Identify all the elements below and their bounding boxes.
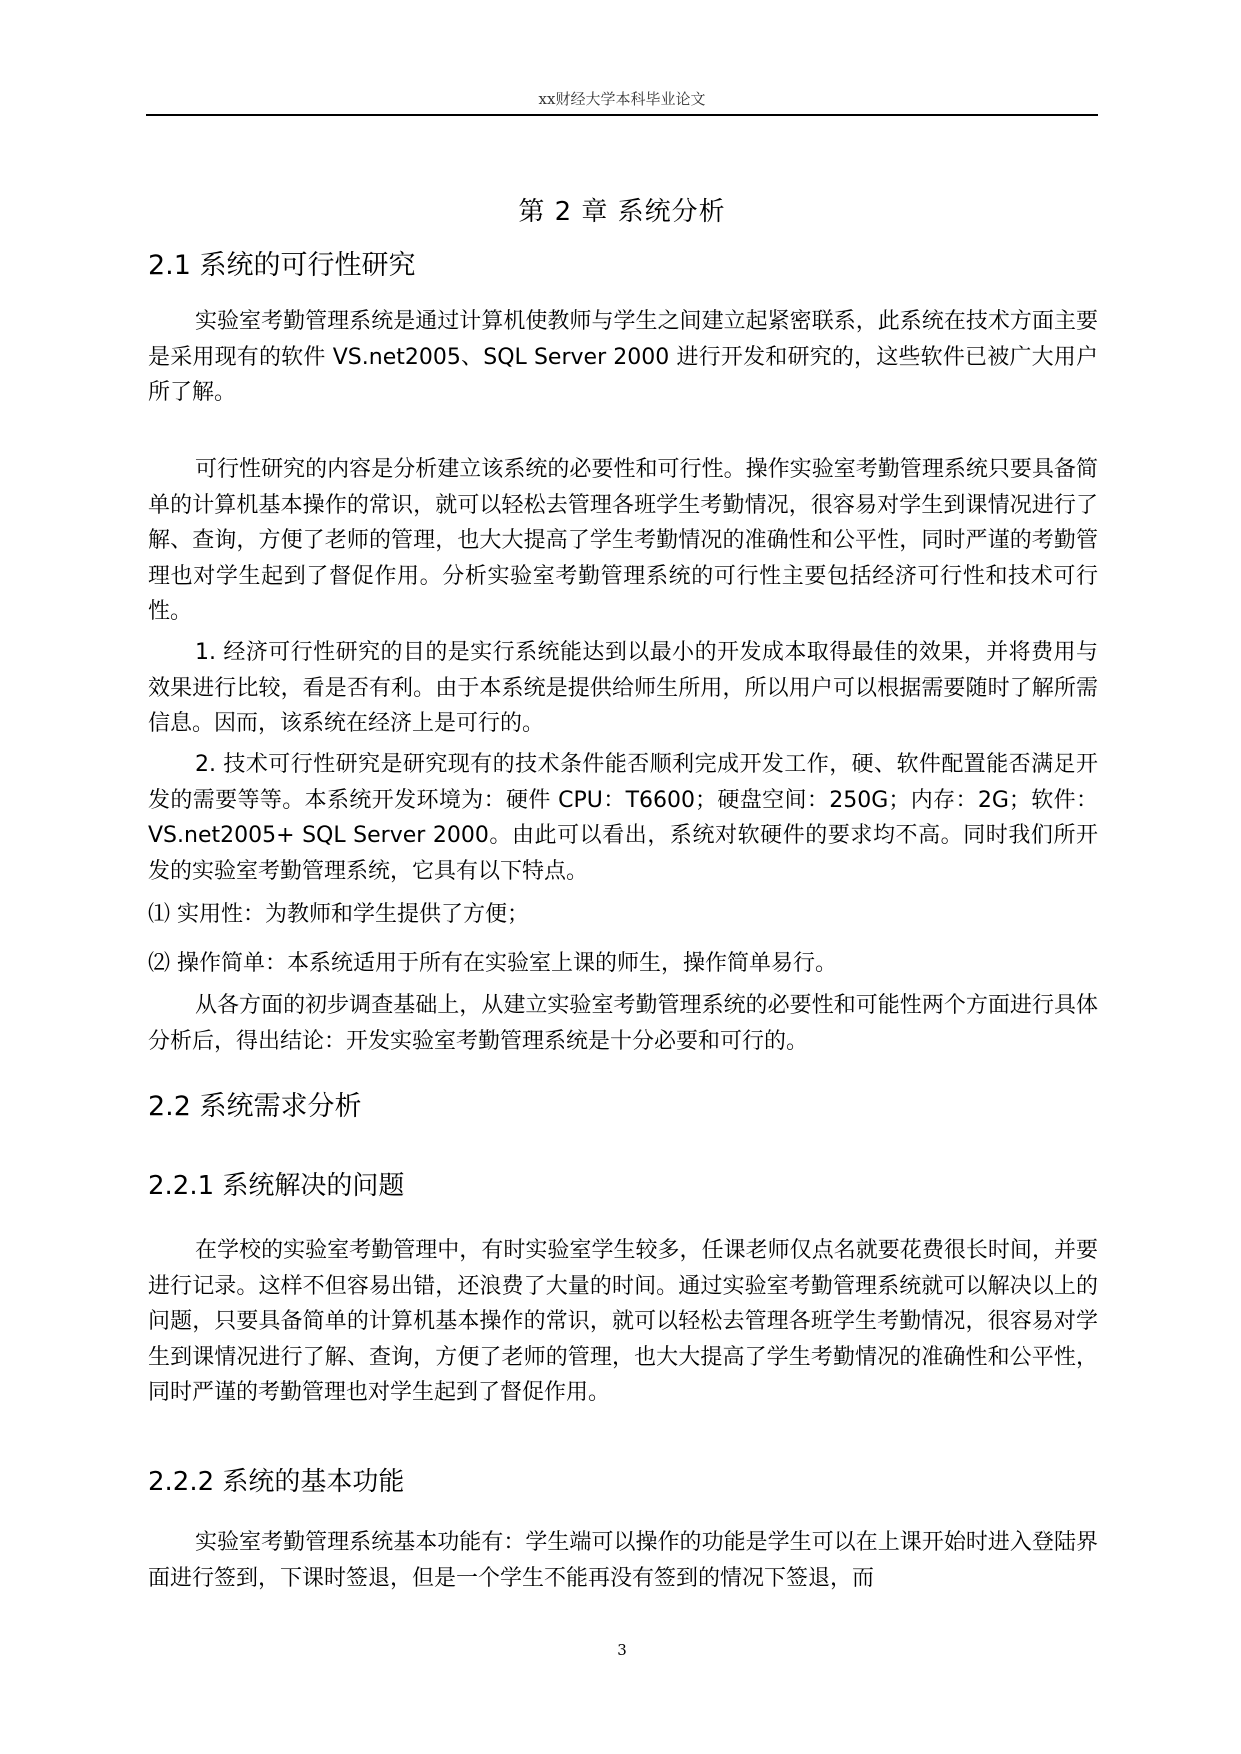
list-item-practicality: ⑴ 实用性：为教师和学生提供了方便； (148, 902, 529, 927)
paragraph-2-2-2-functions: 实验室考勤管理系统基本功能有：学生端可以操作的功能是学生可以在上课开始时进入登陆界面进行签到，下课时签退，但是一个学生不能再没有签到的情况下签退，而 (148, 1530, 1098, 1591)
paragraph-technical-feasibility: 2. 技术可行性研究是研究现有的技术条件能否顺利完成开发工作，硬、软件配置能否满足开发的需要等等。本系统开发环境为：硬件 CPU：T6600；硬盘空间：250G；内存：2G；软件：VS.net2005+ SQL Server 2000。由此可以看出，系统对软硬件的要求均不高。同时我们所开发的实验室考勤管理系统，它具有以下特点。 (148, 752, 1098, 884)
section-heading-2-2-2: 2.2.2 系统的基本功能 (148, 1467, 405, 1497)
list-item-simple-operation: ⑵ 操作简单：本系统适用于所有在实验室上课的师生，操作简单易行。 (148, 951, 837, 976)
running-header: xx财经大学本科毕业论文 (538, 90, 706, 108)
paragraph-2-1-feasibility: 可行性研究的内容是分析建立该系统的必要性和可行性。操作实验室考勤管理系统只要具备简单的计算机基本操作的常识，就可以轻松去管理各班学生考勤情况，很容易对学生到课情况进行了解、查询，方便了老师的管理，也大大提高了学生考勤情况的准确性和公平性，同时严谨的考勤管理也对学生起到了督促作用。分析实验室考勤管理系统的可行性主要包括经济可行性和技术可行性。 (148, 457, 1098, 625)
paragraph-2-1-intro: 实验室考勤管理系统是通过计算机使教师与学生之间建立起紧密联系，此系统在技术方面主要是采用现有的软件 VS.net2005、SQL Server 2000 进行开发和研究的，这些软件已被广大用户所了解。 (148, 309, 1098, 406)
section-heading-2-1: 2.1 系统的可行性研究 (148, 250, 416, 281)
section-heading-2-2: 2.2 系统需求分析 (148, 1091, 362, 1122)
header-divider (146, 114, 1098, 116)
paragraph-economic-feasibility: 1. 经济可行性研究的目的是实行系统能达到以最小的开发成本取得最佳的效果，并将费用与效果进行比较，看是否有利。由于本系统是提供给师生所用，所以用户可以根据需要随时了解所需信息。因而，该系统在经济上是可行的。 (148, 640, 1098, 737)
section-heading-2-2-1: 2.2.1 系统解决的问题 (148, 1171, 405, 1201)
page-number: 3 (617, 1641, 627, 1659)
paragraph-2-1-conclusion: 从各方面的初步调查基础上，从建立实验室考勤管理系统的必要性和可能性两个方面进行具体分析后，得出结论：开发实验室考勤管理系统是十分必要和可行的。 (148, 993, 1098, 1054)
paragraph-2-2-1-problem: 在学校的实验室考勤管理中，有时实验室学生较多，任课老师仅点名就要花费很长时间，并要进行记录。这样不但容易出错，还浪费了大量的时间。通过实验室考勤管理系统就可以解决以上的问题，只要具备简单的计算机基本操作的常识，就可以轻松去管理各班学生考勤情况，很容易对学生到课情况进行了解、查询，方便了老师的管理，也大大提高了学生考勤情况的准确性和公平性，同时严谨的考勤管理也对学生起到了督促作用。 (148, 1238, 1098, 1406)
chapter-title: 第 2 章 系统分析 (518, 197, 726, 227)
